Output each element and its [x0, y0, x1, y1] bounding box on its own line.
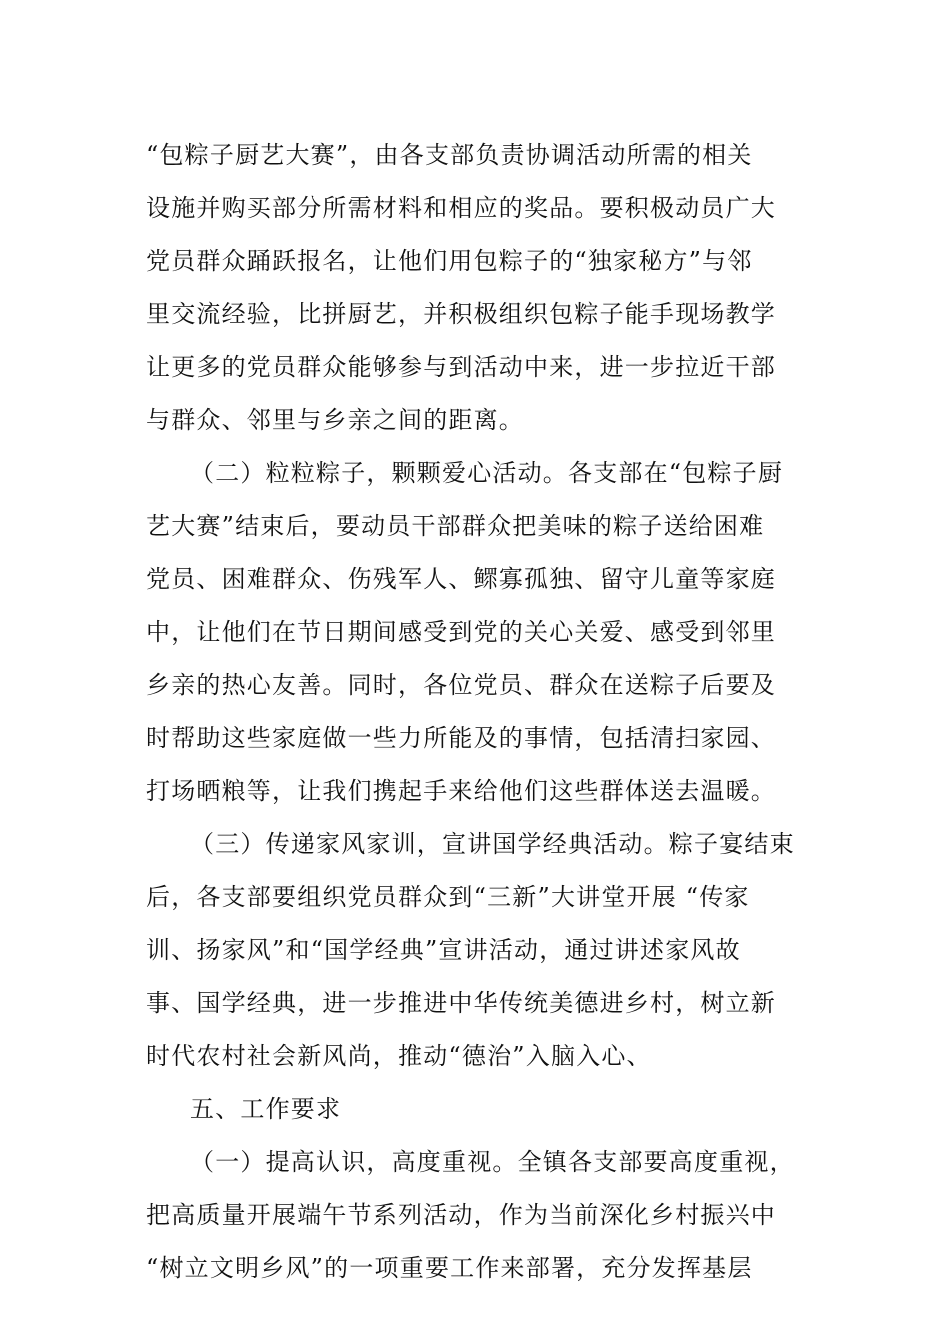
- section-heading: 五、工作要求: [190, 1095, 342, 1123]
- text-line: （一）提高认识，高度重视。全镇各支部要高度重视，: [190, 1148, 795, 1176]
- text-line: 时帮助这些家庭做一些力所能及的事情，包括清扫家园、: [146, 724, 776, 752]
- text-line: “树立文明乡风”的一项重要工作来部署，充分发挥基层: [146, 1254, 753, 1282]
- text-line: “包粽子厨艺大赛”，由各支部负责协调活动所需的相关: [146, 141, 753, 169]
- text-line: 党员、困难群众、伤残军人、鳏寡孤独、留守儿童等家庭: [146, 565, 776, 593]
- text-line: （二）粒粒粽子，颗颗爱心活动。各支部在“包粽子厨: [190, 459, 784, 487]
- text-line: 把高质量开展端午节系列活动，作为当前深化乡村振兴中: [146, 1201, 776, 1229]
- text-line: 时代农村社会新风尚，推动“德治”入脑入心、: [146, 1042, 652, 1070]
- text-line: 让更多的党员群众能够参与到活动中来，进一步拉近干部: [146, 353, 776, 381]
- text-line: 里交流经验，比拼厨艺，并积极组织包粽子能手现场教学: [146, 300, 776, 328]
- text-line: 打场晒粮等，让我们携起手来给他们这些群体送去温暖。: [146, 777, 776, 805]
- text-line: 训、扬家风”和“国学经典”宣讲活动，通过讲述家风故: [146, 936, 741, 964]
- text-line: 艺大赛”结束后，要动员干部群众把美味的粽子送给困难: [146, 512, 765, 540]
- text-line: 后，各支部要组织党员群众到“三新”大讲堂开展 “传家: [146, 883, 750, 911]
- text-line: 乡亲的热心友善。同时，各位党员、群众在送粽子后要及: [146, 671, 776, 699]
- text-line: 党员群众踊跃报名，让他们用包粽子的“独家秘方”与邻: [146, 247, 753, 275]
- text-line: 中，让他们在节日期间感受到党的关心关爱、感受到邻里: [146, 618, 776, 646]
- text-line: （三）传递家风家训，宣讲国学经典活动。粽子宴结束: [190, 830, 795, 858]
- text-line: 设施并购买部分所需材料和相应的奖品。要积极动员广大: [146, 194, 776, 222]
- text-line: 事、国学经典，进一步推进中华传统美德进乡村，树立新: [146, 989, 776, 1017]
- text-line: 与群众、邻里与乡亲之间的距离。: [146, 406, 524, 434]
